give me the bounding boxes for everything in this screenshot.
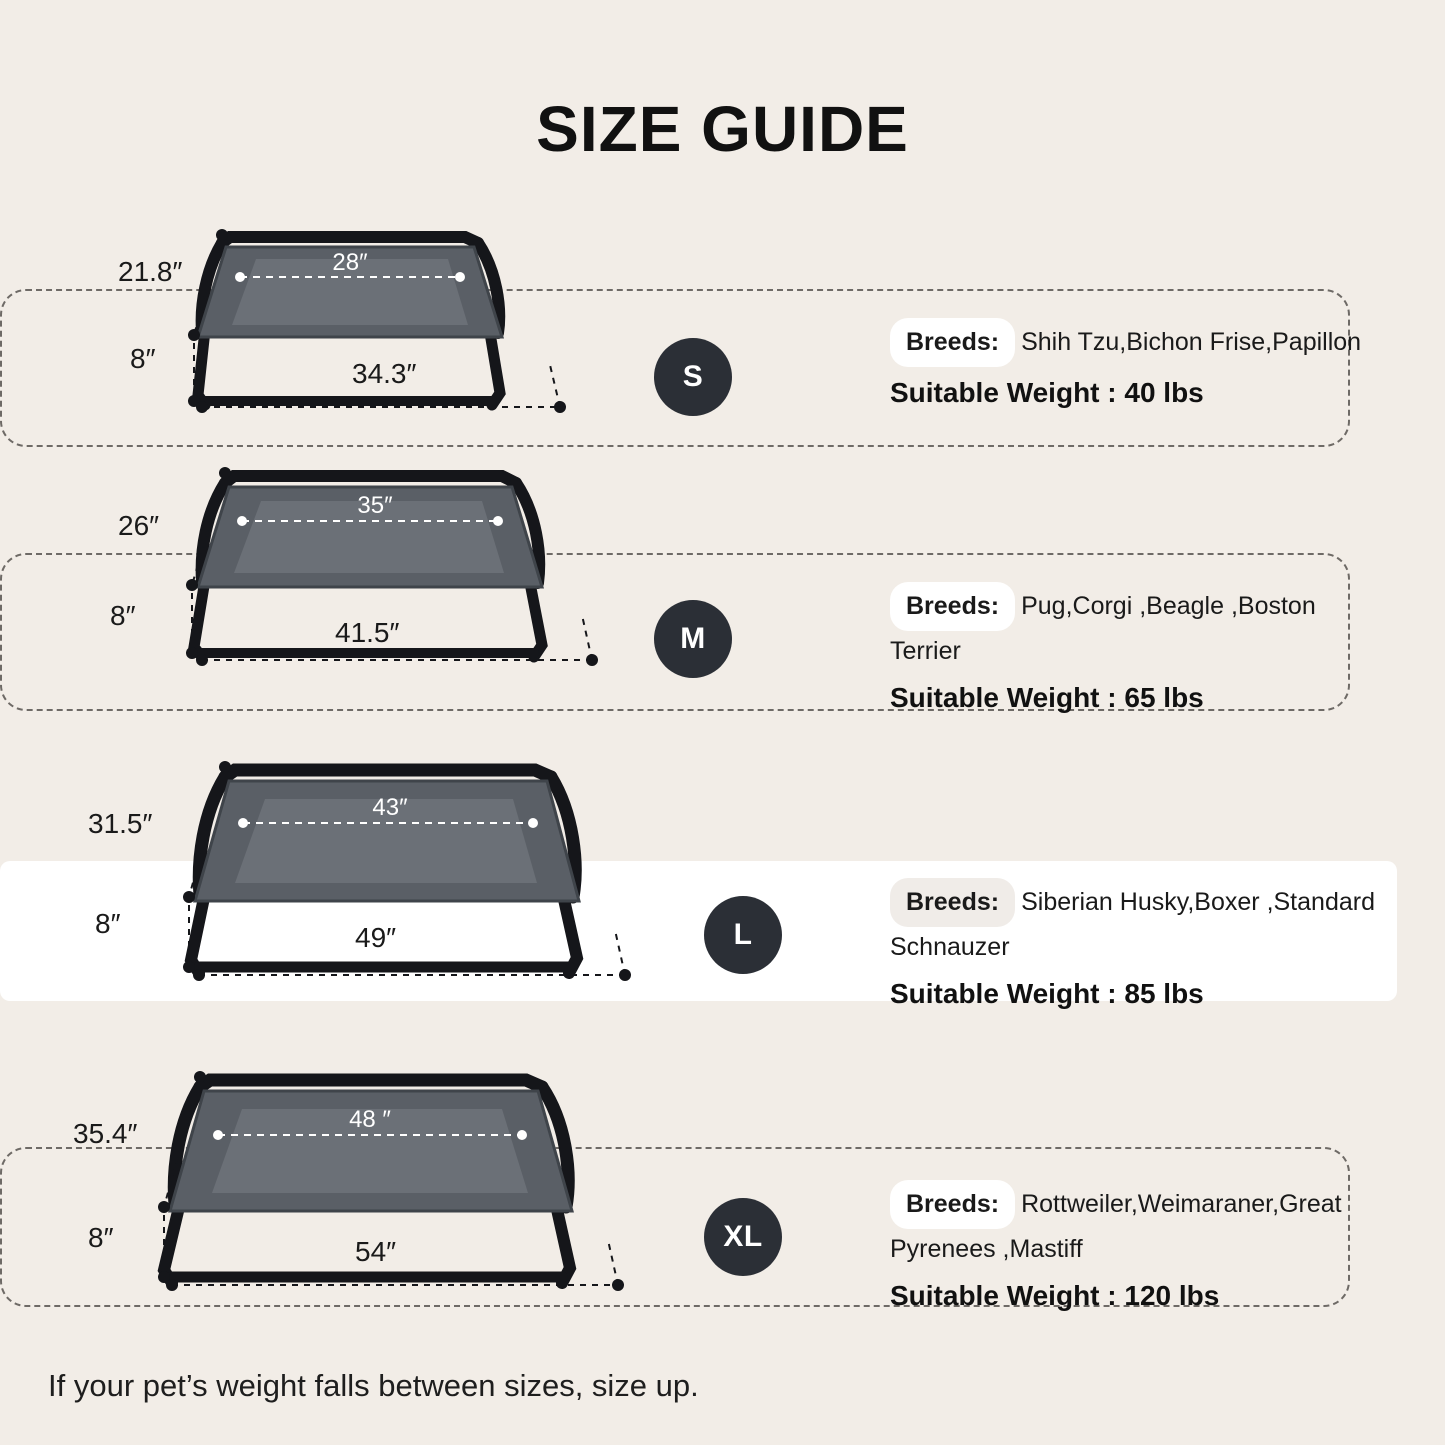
dim-height-m: 8″ xyxy=(110,600,136,631)
bed-illustration-l xyxy=(145,745,705,995)
dim-height-xl: 8″ xyxy=(88,1222,114,1253)
dim-depth-xl: 35.4″ xyxy=(73,1118,138,1149)
breeds-value-m: Pug,Corgi ,Beagle ,Boston Terrier xyxy=(890,592,1316,665)
breeds-value-l: Siberian Husky,Boxer ,Standard Schnauzer xyxy=(890,888,1375,961)
weight-m: Suitable Weight : 65 lbs xyxy=(890,682,1204,713)
footer-note: If your pet’s weight falls between sizes, size up. xyxy=(48,1368,699,1403)
breeds-label-m: Breeds: xyxy=(890,582,1015,631)
info-l xyxy=(890,878,1390,1010)
breeds-line-s xyxy=(890,318,1390,367)
info-s xyxy=(890,318,1390,409)
dim-base-width-xl: 54″ xyxy=(355,1236,397,1267)
dim-base-width-l: 49″ xyxy=(355,922,397,953)
breeds-line-l xyxy=(890,878,1390,968)
breeds-value-xl: Rottweiler,Weimaraner,Great Pyrenees ,Mastiff xyxy=(890,1190,1342,1263)
weight-l: Suitable Weight : 85 lbs xyxy=(890,978,1204,1009)
dim-height-s: 8″ xyxy=(130,343,156,374)
size-badge-l xyxy=(704,896,782,974)
info-xl xyxy=(890,1180,1400,1312)
bed-illustration-xl xyxy=(118,1055,678,1305)
svg-text:48 ″: 48 ″ xyxy=(349,1106,391,1133)
svg-text:28″: 28″ xyxy=(332,249,368,276)
svg-text:43″: 43″ xyxy=(372,794,408,821)
svg-text:35″: 35″ xyxy=(357,492,393,519)
size-badge-s: S xyxy=(654,338,732,416)
dim-depth-l: 31.5″ xyxy=(88,808,153,839)
size-badge-m xyxy=(654,600,732,678)
breeds-line-xl xyxy=(890,1180,1400,1270)
dim-base-width-s: 34.3″ xyxy=(352,358,417,389)
size-badge-l-label: L xyxy=(733,918,753,951)
bed-illustration-m xyxy=(130,455,670,670)
dim-height-l: 8″ xyxy=(95,908,121,939)
info-m xyxy=(890,582,1390,714)
breeds-value-s: Shih Tzu,Bichon Frise,Papillon xyxy=(1021,328,1362,356)
breeds-label-xl: Breeds: xyxy=(890,1180,1015,1229)
weight-xl: Suitable Weight : 120 lbs xyxy=(890,1280,1220,1311)
size-badge-xl xyxy=(704,1198,782,1276)
size-badge-xl-label: XL xyxy=(723,1220,763,1253)
weight-s: Suitable Weight : 40 lbs xyxy=(890,377,1204,408)
breeds-label-s: Breeds: xyxy=(890,318,1015,367)
dim-depth-m: 26″ xyxy=(118,510,160,541)
page-title: SIZE GUIDE xyxy=(536,93,909,165)
size-badge-m-label: M xyxy=(680,622,706,655)
dim-base-width-m: 41.5″ xyxy=(335,617,400,648)
breeds-label-l: Breeds: xyxy=(890,878,1015,927)
dim-depth-s: 21.8″ xyxy=(118,256,183,287)
breeds-line-m xyxy=(890,582,1390,672)
